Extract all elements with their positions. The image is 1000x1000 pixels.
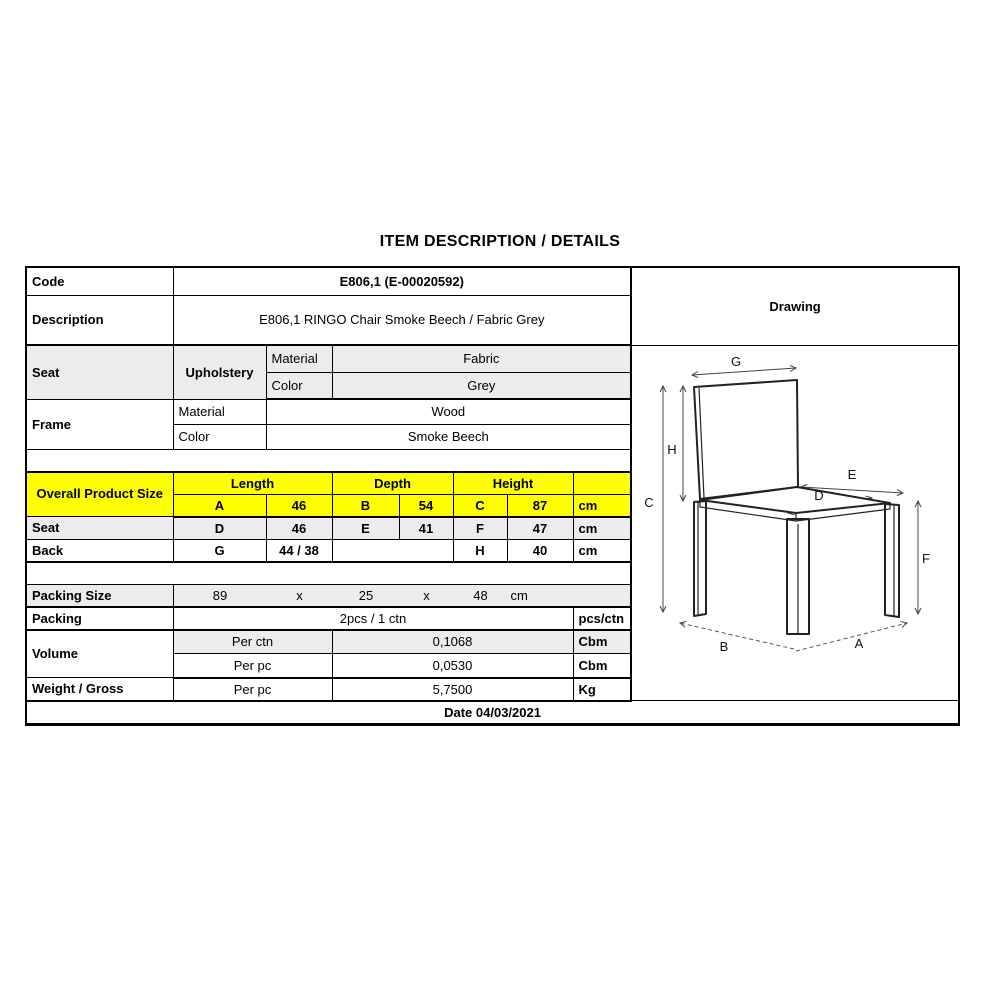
spec-table (25, 266, 960, 726)
packing-value: 2pcs / 1 ctn (173, 607, 573, 630)
table-row (26, 267, 959, 295)
back-g-key: G (173, 539, 266, 562)
dim-label-b: B (719, 638, 729, 654)
description-value: E806,1 RINGO Chair Smoke Beech / Fabric Grey (173, 295, 631, 345)
frame-color-label: Color (173, 424, 266, 449)
chair-outline (694, 380, 899, 634)
volume-per-ctn-label: Per ctn (173, 630, 332, 654)
unit-header-empty (573, 472, 631, 495)
frame-material-value: Wood (266, 399, 631, 424)
dim-label-d: D (814, 487, 824, 503)
frame-color-value: Smoke Beech (266, 424, 631, 449)
packing-size-label: Packing Size (26, 584, 173, 607)
seat-size-label: Seat (26, 517, 173, 540)
frame-material-label: Material (173, 399, 266, 424)
packing-size-values (173, 584, 631, 607)
back-empty-cell (332, 539, 453, 562)
drawing-header: Drawing (631, 267, 959, 345)
overall-c-value: 87 (507, 494, 573, 517)
upholstery-label: Upholstery (173, 345, 266, 399)
dim-label-f: F (922, 550, 931, 566)
table-row (26, 701, 959, 725)
overall-a-value: 46 (266, 494, 332, 517)
packing-size-width: 25 (358, 587, 374, 603)
dim-label-c: C (644, 494, 654, 510)
dim-label-g: G (731, 353, 742, 369)
seat-f-value: 47 (507, 517, 573, 540)
seat-d-value: 46 (266, 517, 332, 540)
overall-b-value: 54 (399, 494, 453, 517)
depth-header: Depth (332, 472, 453, 495)
volume-label: Volume (26, 630, 173, 678)
back-g-value: 44 / 38 (266, 539, 332, 562)
dim-label-h: H (667, 441, 677, 457)
packing-label: Packing (26, 607, 173, 630)
packing-size-x2: x (423, 587, 430, 603)
seat-material-value: Fabric (332, 345, 631, 372)
back-h-key: H (453, 539, 507, 562)
volume-per-pc-label: Per pc (173, 654, 332, 678)
dim-label-a: A (854, 635, 864, 651)
seat-unit: cm (573, 517, 631, 540)
back-unit: cm (573, 539, 631, 562)
packing-size-height: 48 (473, 587, 488, 603)
seat-d-key: D (173, 517, 266, 540)
weight-per-label: Per pc (173, 678, 332, 701)
volume-per-pc-value: 0,0530 (332, 654, 573, 678)
length-header: Length (173, 472, 332, 495)
seat-material-label: Material (266, 345, 332, 372)
packing-unit: pcs/ctn (573, 607, 631, 630)
volume-per-ctn-unit: Cbm (573, 630, 631, 654)
weight-value: 5,7500 (332, 678, 573, 701)
weight-unit: Kg (573, 678, 631, 701)
chair-drawing (632, 346, 958, 687)
seat-f-key: F (453, 517, 507, 540)
table-row (26, 345, 959, 372)
back-h-value: 40 (507, 539, 573, 562)
size-header-label: Overall Product Size (26, 472, 173, 517)
packing-size-unit: cm (510, 587, 528, 603)
dim-label-e: E (847, 466, 857, 482)
overall-c-key: C (453, 494, 507, 517)
overall-a-key: A (173, 494, 266, 517)
height-header: Height (453, 472, 573, 495)
date-cell: Date 04/03/2021 (26, 701, 959, 725)
description-label: Description (26, 295, 173, 345)
packing-size-x1: x (296, 587, 303, 603)
spacer-cell (26, 449, 631, 472)
volume-per-pc-unit: Cbm (573, 654, 631, 678)
weight-label: Weight / Gross (26, 678, 173, 701)
overall-b-key: B (332, 494, 399, 517)
seat-color-value: Grey (332, 372, 631, 399)
frame-section-label: Frame (26, 399, 173, 449)
back-size-label: Back (26, 539, 173, 562)
code-label: Code (26, 267, 173, 295)
overall-unit: cm (573, 494, 631, 517)
seat-section-label: Seat (26, 345, 173, 399)
packing-size-length: 89 (212, 587, 228, 603)
volume-per-ctn-value: 0,1068 (332, 630, 573, 654)
seat-e-key: E (332, 517, 399, 540)
code-value: E806,1 (E-00020592) (173, 267, 631, 295)
seat-e-value: 41 (399, 517, 453, 540)
seat-color-label: Color (266, 372, 332, 399)
page-title: ITEM DESCRIPTION / DETAILS (379, 233, 621, 250)
spacer-cell (26, 562, 631, 585)
chair-drawing-cell (631, 345, 959, 701)
